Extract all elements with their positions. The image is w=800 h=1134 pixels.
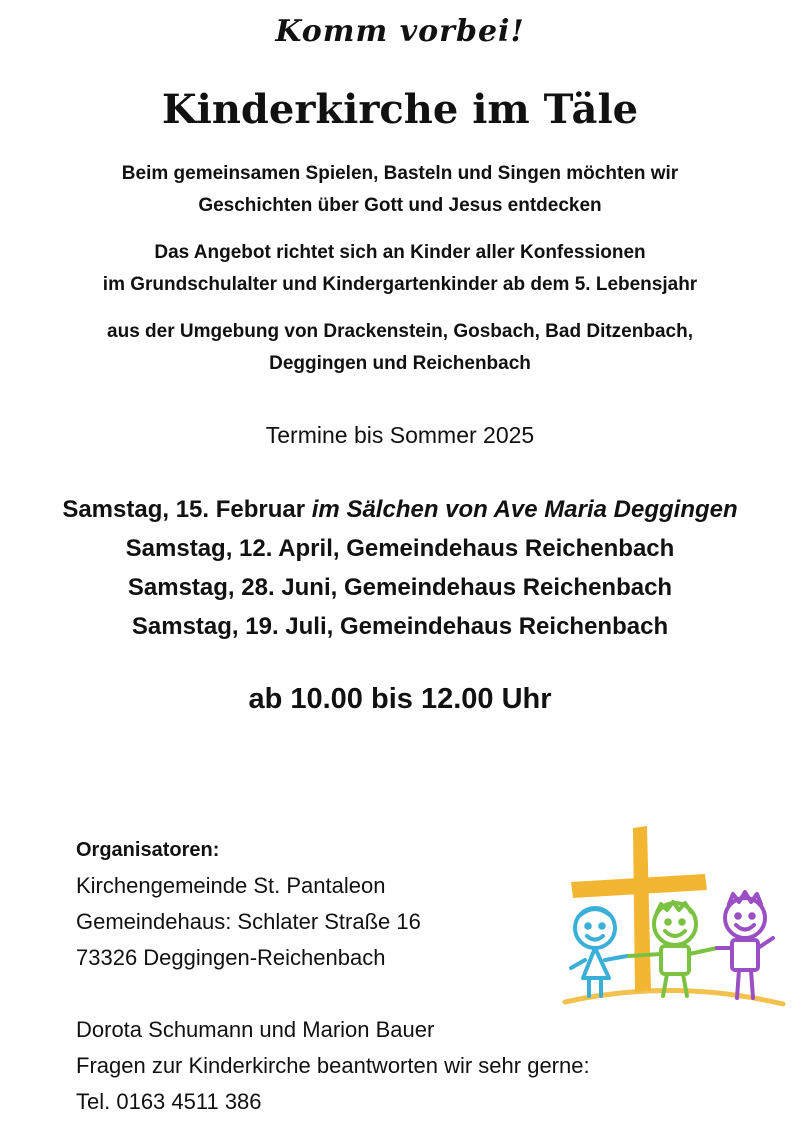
date-row: Samstag, 19. Juli, Gemeindehaus Reichenbach [131, 613, 669, 640]
contact-line: Gemeindehaus: Schlater Straße 16 [76, 909, 421, 934]
contact-phone: Tel. 0163 4511 386 [76, 1089, 262, 1114]
contact-line: Kirchengemeinde St. Pantaleon [76, 873, 386, 898]
intro-line: aus der Umgebung von Drackenstein, Gosbach, Bad Ditzenbach, [107, 321, 693, 342]
intro-paragraph-region [0, 316, 800, 380]
intro-line: Deggingen und Reichenbach [269, 353, 531, 374]
date-row: Samstag, 28. Juni, Gemeindehaus Reichenbach [127, 574, 673, 601]
kids-cross-logo [555, 820, 790, 1020]
intro-paragraph-activities [0, 158, 800, 222]
date-location: Gemeindehaus Reichenbach [346, 535, 675, 562]
contact-heading: Organisatoren: [76, 839, 220, 861]
contact-line: 73326 Deggingen-Reichenbach [76, 945, 386, 970]
date-location: Gemeindehaus Reichenbach [343, 574, 673, 601]
date-row: Samstag, 12. April, Gemeindehaus Reichenbach [125, 535, 675, 562]
dates-list [0, 490, 800, 646]
intro-paragraph-audience [0, 237, 800, 301]
ground-line [565, 990, 783, 1004]
intro-line: Das Angebot richtet sich an Kinder aller Konfessionen [154, 242, 646, 263]
date-label: Samstag, 28. Juni [127, 574, 331, 601]
page-title: Kinderkirche im Täle [161, 86, 639, 133]
contact-line: Fragen zur Kinderkirche beantworten wir sehr gerne: [76, 1053, 590, 1078]
event-time: ab 10.00 bis 12.00 Uhr [248, 683, 552, 715]
intro-line: Beim gemeinsamen Spielen, Basteln und Singen möchten wir [121, 163, 679, 184]
date-location: Gemeindehaus Reichenbach [340, 613, 669, 640]
tagline: Komm vorbei! [275, 14, 525, 49]
date-location: im Sälchen von Ave Maria Deggingen [311, 496, 738, 523]
schedule-heading: Termine bis Sommer 2025 [265, 422, 535, 448]
child-blue-icon [571, 908, 627, 996]
contact-line: Dorota Schumann und Marion Bauer [76, 1017, 435, 1042]
date-row [0, 490, 800, 529]
intro-line: im Grundschulalter und Kindergartenkinder ab dem 5. Lebensjahr [102, 274, 698, 295]
child-purple-icon [717, 892, 773, 998]
date-label: Samstag, 15. Februar [62, 496, 306, 523]
intro-line: Geschichten über Gott und Jesus entdecken [198, 195, 602, 216]
date-label: Samstag, 12. April [125, 535, 333, 562]
date-label: Samstag, 19. Juli [131, 613, 327, 640]
